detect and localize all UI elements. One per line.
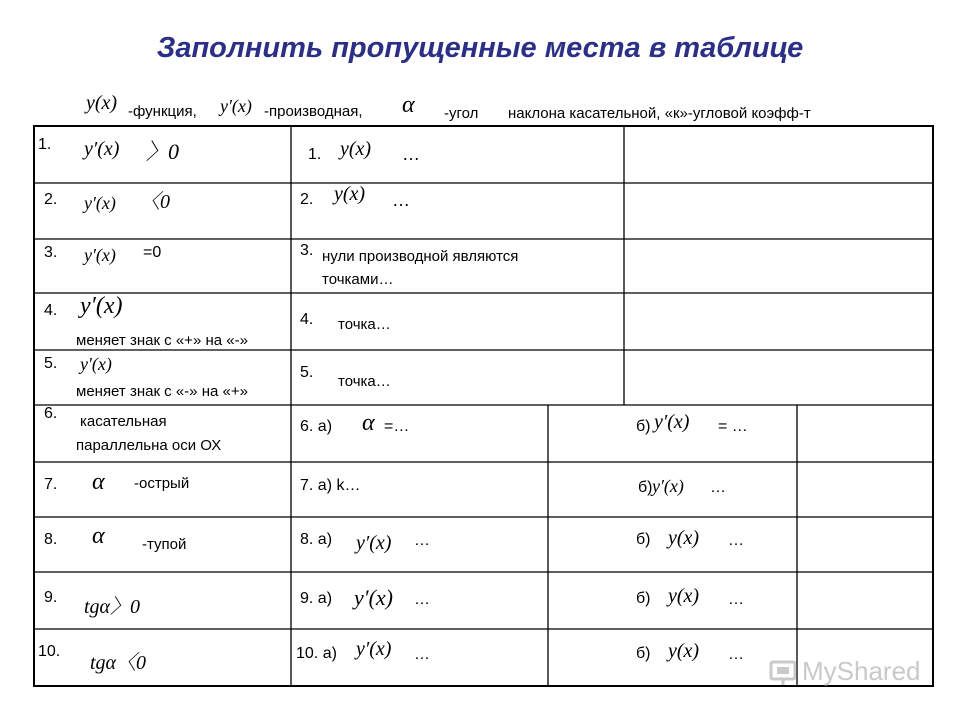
watermark bbox=[768, 656, 921, 687]
row7-part-b: б) bbox=[638, 479, 653, 496]
row3-condition: =0 bbox=[143, 244, 162, 261]
row8-part-b-function: y(x) bbox=[668, 527, 700, 549]
row10-condition: tgα〈0 bbox=[90, 652, 147, 674]
row6-number: 6. bbox=[44, 405, 58, 422]
page-title: Заполнить пропущенные места в таблице bbox=[156, 32, 804, 64]
row6-text-2: параллельна оси ОХ bbox=[76, 437, 222, 454]
row1-function: y(x) bbox=[340, 138, 372, 160]
row4-derivative: y′(x) bbox=[80, 293, 123, 319]
row8-part-a: 8. а) bbox=[300, 531, 333, 548]
row2-number: 2. bbox=[44, 191, 58, 208]
legend-y-symbol: y(x) bbox=[86, 92, 118, 114]
legend-tail-label: наклона касательной, «к»-угловой коэфф-т bbox=[508, 105, 811, 122]
legend-function-label: -функция, bbox=[128, 103, 197, 120]
row8-part-b: б) bbox=[636, 531, 651, 548]
row9-part-a-derivative: y′(x) bbox=[354, 585, 393, 610]
row6-part-b-derivative: y′(x) bbox=[654, 411, 690, 433]
row1-number: 1. bbox=[38, 136, 52, 153]
row6-alpha: α bbox=[362, 410, 375, 436]
row9-part-b: б) bbox=[636, 590, 651, 607]
row5-number: 5. bbox=[44, 355, 58, 372]
row2-blank: … bbox=[392, 190, 410, 210]
row5-derivative: y′(x) bbox=[80, 354, 112, 374]
row9-part-a-blank: … bbox=[414, 591, 430, 608]
row6-part-a-blank: =… bbox=[384, 418, 410, 435]
row1-derivative: y′(x) bbox=[84, 138, 120, 160]
row10-part-b-function: y(x) bbox=[668, 640, 700, 662]
presentation-icon bbox=[768, 657, 798, 687]
row8-part-a-derivative: y′(x) bbox=[356, 532, 392, 554]
row4-number: 4. bbox=[44, 302, 58, 319]
row8-part-a-blank: … bbox=[414, 532, 430, 549]
row3-derivative: y′(x) bbox=[84, 245, 116, 265]
legend-derivative-symbol: y′(x) bbox=[220, 96, 252, 116]
row5-answer-number: 5. bbox=[300, 364, 314, 381]
row6-text-1: касательная bbox=[80, 413, 167, 430]
row1-blank: … bbox=[402, 144, 420, 164]
row4-answer-point: точка… bbox=[338, 316, 391, 333]
row4-text: меняет знак с «+» на «-» bbox=[76, 332, 248, 349]
row3-number: 3. bbox=[44, 244, 58, 261]
legend-alpha-symbol: α bbox=[402, 92, 415, 118]
row3-text-2: точками… bbox=[322, 271, 394, 288]
row7-part-b-blank: … bbox=[710, 479, 726, 496]
row6-part-b-blank: = … bbox=[718, 418, 748, 435]
row9-number: 9. bbox=[44, 589, 58, 606]
row10-part-b: б) bbox=[636, 645, 651, 662]
row7-part-a: 7. а) k… bbox=[300, 477, 361, 494]
row8-part-b-blank: … bbox=[728, 532, 744, 549]
row3-answer-number: 3. bbox=[300, 242, 314, 259]
row8-alpha: α bbox=[92, 523, 105, 549]
row7-part-b-derivative: y′(x) bbox=[652, 476, 684, 496]
row10-part-a-blank: … bbox=[414, 646, 430, 663]
row10-part-b-blank: … bbox=[728, 646, 744, 663]
row2-answer-number: 2. bbox=[300, 191, 314, 208]
watermark-text: MyShared bbox=[802, 656, 921, 686]
row2-derivative: y′(x) bbox=[84, 193, 116, 213]
row4-answer-number: 4. bbox=[300, 311, 314, 328]
row7-alpha: α bbox=[92, 469, 105, 495]
row7-number: 7. bbox=[44, 476, 58, 493]
row8-number: 8. bbox=[44, 531, 58, 548]
row9-part-b-function: y(x) bbox=[668, 585, 700, 607]
row9-condition: tgα〉0 bbox=[84, 596, 141, 618]
row9-part-b-blank: … bbox=[728, 591, 744, 608]
legend-angle-label: -угол bbox=[444, 105, 479, 122]
row6-part-b: б) bbox=[636, 418, 651, 435]
row9-part-a: 9. а) bbox=[300, 590, 333, 607]
row3-text-1: нули производной являются bbox=[322, 248, 519, 265]
row5-answer-point: точка… bbox=[338, 373, 391, 390]
row1-condition: 〉0 bbox=[146, 139, 180, 164]
row10-part-a-derivative: y′(x) bbox=[356, 638, 392, 660]
row1-answer-number: 1. bbox=[308, 146, 322, 163]
row2-function: y(x) bbox=[334, 183, 366, 205]
legend-derivative-label: -производная, bbox=[264, 103, 363, 120]
row8-text: -тупой bbox=[142, 536, 187, 553]
row10-part-a: 10. а) bbox=[296, 645, 337, 662]
row6-part-a: 6. а) bbox=[300, 418, 333, 435]
row10-number: 10. bbox=[38, 643, 61, 660]
row7-text: -острый bbox=[134, 475, 190, 492]
row2-condition: 〈0 bbox=[140, 191, 170, 213]
row5-text: меняет знак с «-» на «+» bbox=[76, 383, 248, 400]
